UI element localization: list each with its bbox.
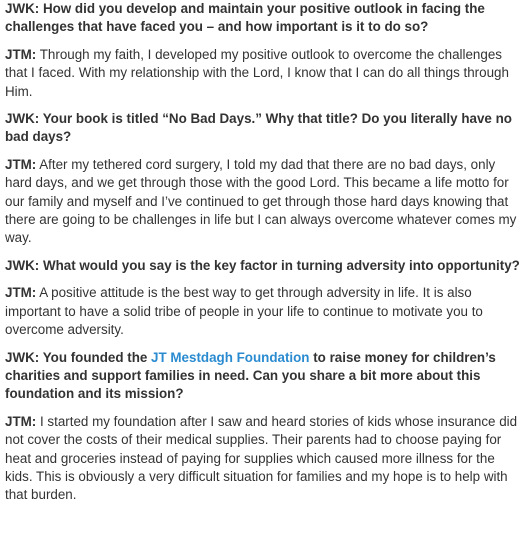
- question-4: [5, 349, 521, 404]
- question-3-text: What would you say is the key factor in turning adversity into opportunity?: [39, 257, 520, 273]
- answer-4: [5, 413, 521, 505]
- answer-4-text: I started my foundation after I saw and heard stories of kids whose insurance did not cover the costs of their medical supplies. Their parents had to choose paying for heat and groceries instead of paying for supplies which caused more illness for the kids. This is obviously a very difficult situation for families and my hope is to help with that burden.: [5, 413, 518, 503]
- question-4-text-before: You founded the: [39, 349, 152, 365]
- question-1: [5, 0, 521, 37]
- question-2: [5, 110, 521, 147]
- interviewee-label: JTM:: [5, 156, 37, 172]
- interviewer-label: JWK:: [5, 257, 40, 273]
- question-2-text: Your book is titled “No Bad Days.” Why that title? Do you literally have no bad days?: [5, 111, 512, 145]
- answer-3: [5, 284, 521, 339]
- answer-3-text: A positive attitude is the best way to get through adversity in life. It is also important to have a solid tribe of people in your life to continue to motivate you to overcome adversity.: [5, 285, 483, 338]
- interviewee-label: JTM:: [5, 46, 37, 62]
- interviewee-label: JTM:: [5, 413, 37, 429]
- answer-2-text: After my tethered cord surgery, I told my dad that there are no bad days, only hard days, and we get through those with the good Lord. This became a life motto for our family and myself and I’ve continued to get through those hard days knowing that there are going to be challenges in life but I can always overcome whatever comes my way.: [5, 156, 517, 246]
- interviewer-label: JWK:: [5, 111, 40, 127]
- answer-1-text: Through my faith, I developed my positive outlook to overcome the challenges that I faced. With my relationship with the Lord, I know that I can do all things through Him.: [5, 46, 509, 99]
- interviewer-label: JWK:: [5, 349, 40, 365]
- question-3: [5, 257, 521, 275]
- foundation-link[interactable]: JT Mestdagh Foundation: [151, 349, 310, 365]
- question-1-text: How did you develop and maintain your positive outlook in facing the challenges that have faced you – and how important is it to do so?: [5, 1, 485, 35]
- answer-1: [5, 46, 521, 101]
- question-4-text-after: to raise money for children’s charities and support families in need. Can you share a bit more about this foundation and its mission?: [5, 349, 496, 402]
- interviewer-label: JWK:: [5, 1, 40, 16]
- answer-2: [5, 156, 521, 248]
- interviewee-label: JTM:: [5, 285, 37, 301]
